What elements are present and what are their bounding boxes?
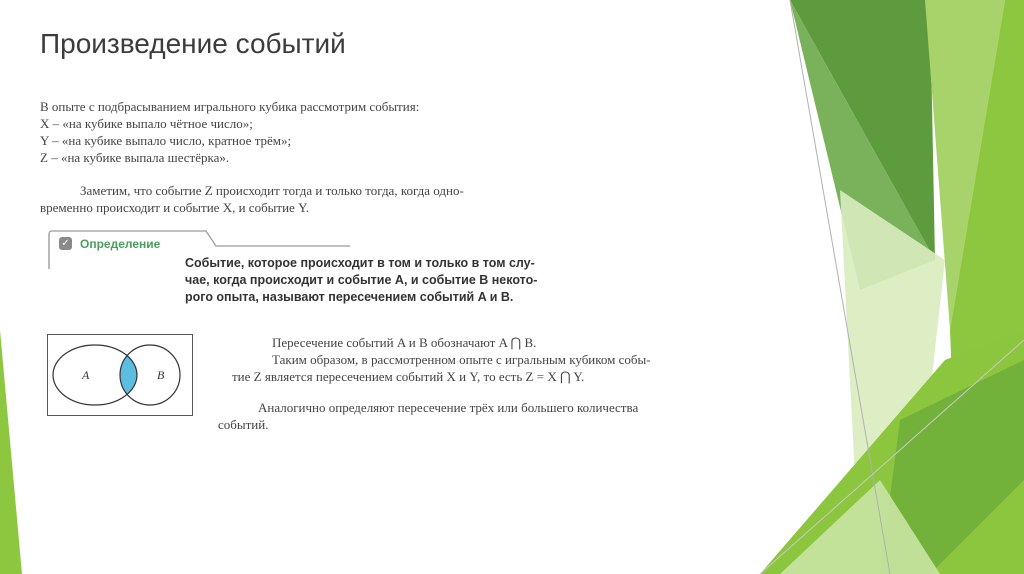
venn-label-a: A bbox=[82, 368, 90, 382]
notation-line: тие Z является пересечением событий X и Y, то есть Z = X ⋂ Y. bbox=[232, 369, 585, 384]
slide-title: Произведение событий bbox=[40, 28, 346, 59]
definition-line: рого опыта, называют пересечением событий A и B. bbox=[185, 290, 514, 304]
definition-icon: ✓ bbox=[59, 237, 72, 250]
green-left-edge bbox=[0, 330, 22, 574]
venn-label-b: B bbox=[157, 368, 165, 382]
definition-label: Определение bbox=[80, 237, 161, 251]
remark-line: Заметим, что событие Z происходит тогда и только тогда, когда одно- bbox=[80, 183, 464, 198]
analog-line: Аналогично определяют пересечение трёх или большего количества bbox=[258, 400, 639, 415]
remark-line: временно происходит и событие X, и событие Y. bbox=[40, 200, 310, 215]
intro-text bbox=[40, 98, 600, 166]
definition-line: Событие, которое происходит в том и только в том слу- bbox=[185, 256, 535, 270]
intro-line: Y – «на кубике выпало число, кратное трём»; bbox=[40, 133, 292, 148]
analog-line: событий. bbox=[218, 417, 269, 432]
notation-line: Таким образом, в рассмотренном опыте с игральным кубиком собы- bbox=[272, 352, 651, 367]
intro-line: Z – «на кубике выпала шестёрка». bbox=[40, 150, 230, 165]
notation-text bbox=[218, 334, 778, 433]
intro-line: В опыте с подбрасыванием игрального кубика рассмотрим события: bbox=[40, 99, 420, 114]
definition-text bbox=[185, 255, 625, 306]
intro-line: X – «на кубике выпало чётное число»; bbox=[40, 116, 253, 131]
notation-line: Пересечение событий A и B обозначают A ⋂ B. bbox=[272, 335, 537, 350]
remark-text bbox=[40, 182, 600, 216]
analog-text bbox=[218, 399, 778, 433]
venn-diagram bbox=[47, 334, 193, 416]
definition-line: чае, когда происходит и событие A, и событие B некото- bbox=[185, 273, 538, 287]
